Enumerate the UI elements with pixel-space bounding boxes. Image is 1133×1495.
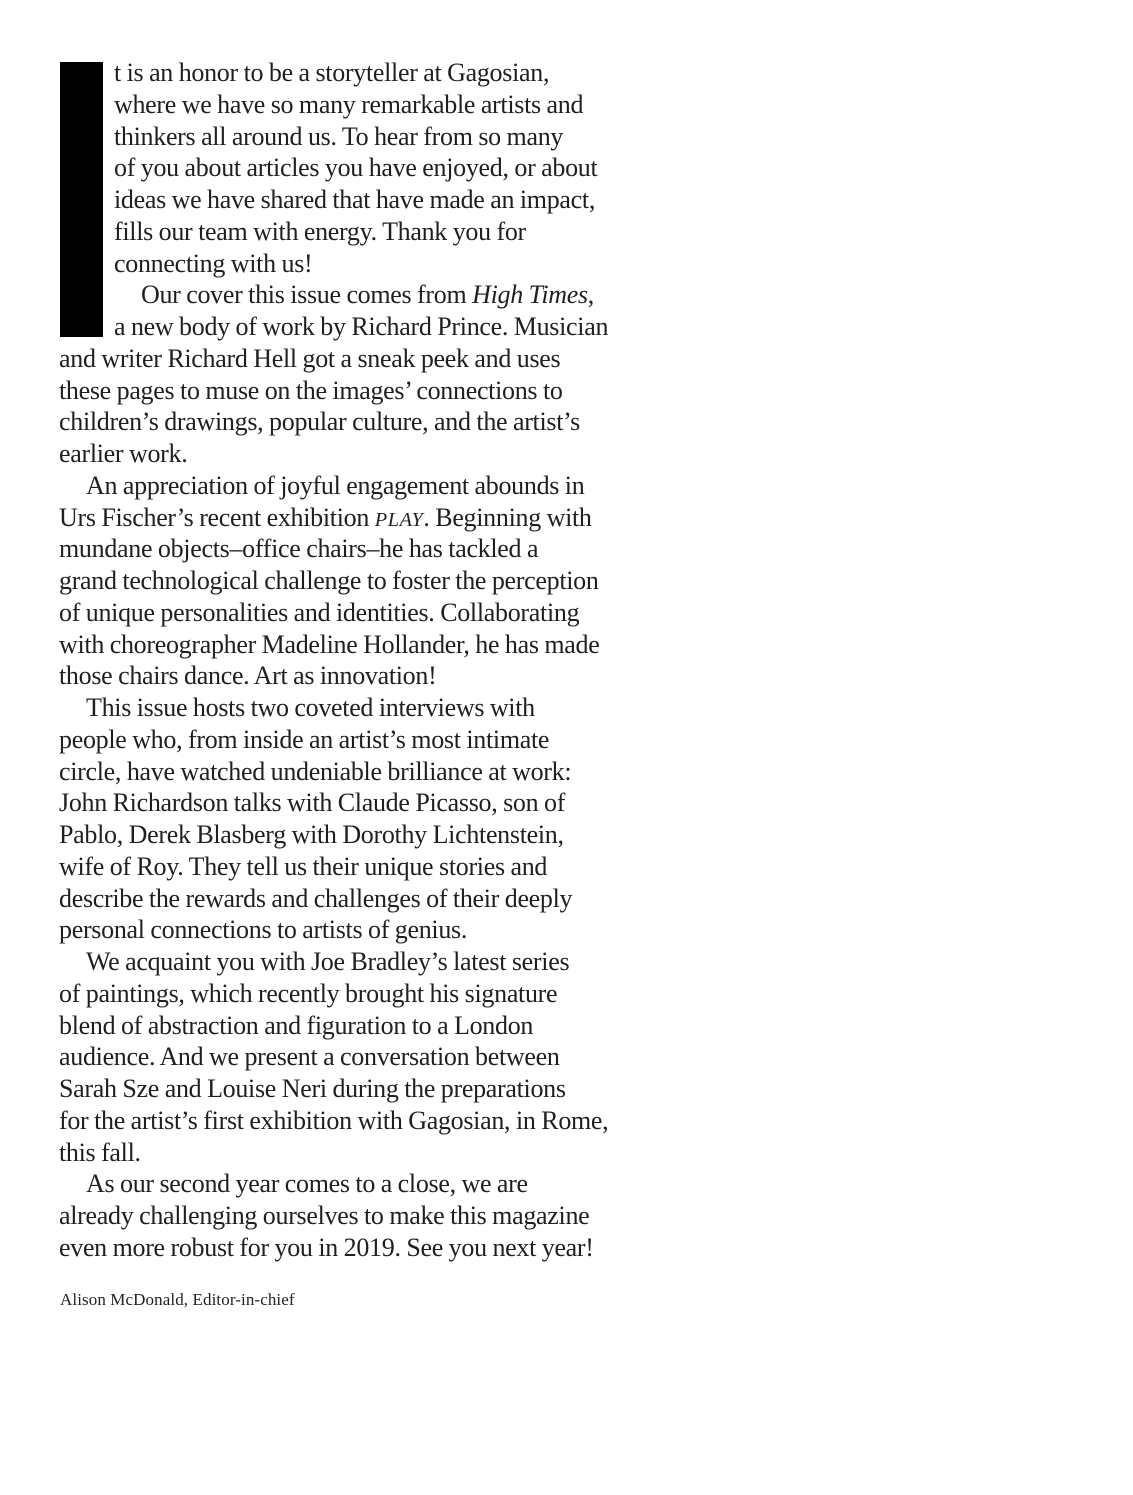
text-line bbox=[59, 1010, 679, 1042]
text-line bbox=[59, 438, 679, 470]
text-line bbox=[59, 883, 679, 915]
text-segment: Urs Fischer’s recent exhibition bbox=[59, 502, 375, 532]
text-segment: Pablo, Derek Blasberg with Dorothy Lichtenstein, bbox=[59, 820, 564, 849]
text-line bbox=[59, 1200, 679, 1232]
text-segment: where we have so many remarkable artists and bbox=[114, 89, 584, 119]
text-segment: even more robust for you in 2019. See you next year! bbox=[59, 1232, 594, 1262]
text-segment: with choreographer Madeline Hollander, he has made bbox=[59, 629, 600, 659]
text-segment: children’s drawings, popular culture, and the artist’s bbox=[59, 407, 580, 437]
text-segment: those chairs dance. Art as innovation! bbox=[59, 661, 437, 691]
text-segment: and writer Richard Hell got a sneak peek and uses bbox=[59, 343, 561, 373]
text-segment: Our cover this issue comes from bbox=[141, 280, 473, 310]
text-line bbox=[59, 914, 679, 946]
text-segment: describe the rewards and challenges of their deeply bbox=[59, 883, 573, 913]
text-segment: fills our team with energy. Thank you for bbox=[114, 216, 526, 246]
text-line bbox=[59, 502, 679, 534]
text-line bbox=[59, 565, 679, 597]
text-segment: circle, have watched undeniable brilliance at work: bbox=[59, 756, 572, 786]
text-segment: An appreciation of joyful engagement abounds in bbox=[86, 470, 585, 500]
text-line bbox=[59, 1105, 679, 1137]
text-segment: ideas we have shared that have made an impact, bbox=[114, 185, 596, 214]
signature-line: Alison McDonald, Editor-in-chief bbox=[60, 1290, 295, 1309]
text-segment: mundane objects–office chairs–he has tackled a bbox=[59, 534, 539, 564]
text-line bbox=[59, 692, 679, 724]
text-segment: . Beginning with bbox=[423, 502, 592, 532]
text-line bbox=[59, 851, 679, 883]
text-line bbox=[59, 1073, 679, 1105]
text-line bbox=[59, 311, 679, 343]
text-segment: this fall. bbox=[59, 1137, 141, 1167]
text-line bbox=[59, 1137, 679, 1169]
text-line bbox=[59, 724, 679, 756]
text-segment: t is an honor to be a storyteller at Gagosian, bbox=[114, 58, 550, 87]
text-line bbox=[59, 629, 679, 661]
text-line bbox=[59, 819, 679, 851]
text-line bbox=[59, 406, 679, 438]
text-line bbox=[59, 660, 679, 692]
text-segment: We acquaint you with Joe Bradley’s latest series bbox=[86, 947, 570, 976]
text-segment: , bbox=[587, 280, 594, 310]
text-line bbox=[59, 152, 679, 184]
text-segment: personal connections to artists of genius. bbox=[59, 915, 468, 945]
text-line bbox=[59, 1232, 679, 1264]
text-line bbox=[59, 57, 679, 89]
text-segment: wife of Roy. They tell us their unique stories and bbox=[59, 851, 548, 881]
text-segment: This issue hosts two coveted interviews with bbox=[86, 693, 535, 722]
text-segment: earlier work. bbox=[59, 439, 188, 468]
exhibition-title-smallcaps: PLAY bbox=[374, 508, 424, 531]
text-line bbox=[59, 375, 679, 407]
work-title-italic: High Times bbox=[472, 280, 588, 310]
text-line bbox=[59, 946, 679, 978]
text-segment: for the artist’s first exhibition with Gagosian, in Rome, bbox=[59, 1105, 609, 1135]
text-line bbox=[59, 1168, 679, 1200]
text-line bbox=[59, 121, 679, 153]
text-segment: of paintings, which recently brought his signature bbox=[59, 978, 558, 1008]
text-segment: Sarah Sze and Louise Neri during the preparations bbox=[59, 1074, 566, 1103]
text-segment: blend of abstraction and figuration to a London bbox=[59, 1010, 534, 1040]
text-line bbox=[59, 1041, 679, 1073]
text-line bbox=[59, 279, 679, 311]
text-line bbox=[59, 978, 679, 1010]
text-line bbox=[59, 184, 679, 216]
text-segment: of you about articles you have enjoyed, or about bbox=[114, 153, 598, 183]
text-segment: people who, from inside an artist’s most intimate bbox=[59, 724, 550, 754]
text-segment: a new body of work by Richard Prince. Musician bbox=[114, 312, 609, 341]
text-line bbox=[59, 533, 679, 565]
text-line bbox=[59, 343, 679, 375]
text-segment: these pages to muse on the images’ connections to bbox=[59, 375, 563, 405]
text-line bbox=[59, 597, 679, 629]
letter-body bbox=[59, 57, 679, 1264]
text-segment: As our second year comes to a close, we are bbox=[86, 1169, 528, 1199]
text-line bbox=[59, 787, 679, 819]
text-line bbox=[59, 470, 679, 502]
text-segment: already challenging ourselves to make this magazine bbox=[59, 1201, 590, 1230]
text-segment: of unique personalities and identities. Collaborating bbox=[59, 597, 580, 627]
text-line bbox=[59, 756, 679, 788]
text-segment: connecting with us! bbox=[114, 248, 313, 278]
text-segment: thinkers all around us. To hear from so many bbox=[114, 121, 564, 151]
text-segment: John Richardson talks with Claude Picasso, son of bbox=[59, 788, 566, 818]
text-line bbox=[59, 248, 679, 280]
text-segment: audience. And we present a conversation between bbox=[59, 1042, 560, 1072]
text-segment: grand technological challenge to foster the perception bbox=[59, 566, 599, 595]
text-line bbox=[59, 89, 679, 121]
text-line bbox=[59, 216, 679, 248]
